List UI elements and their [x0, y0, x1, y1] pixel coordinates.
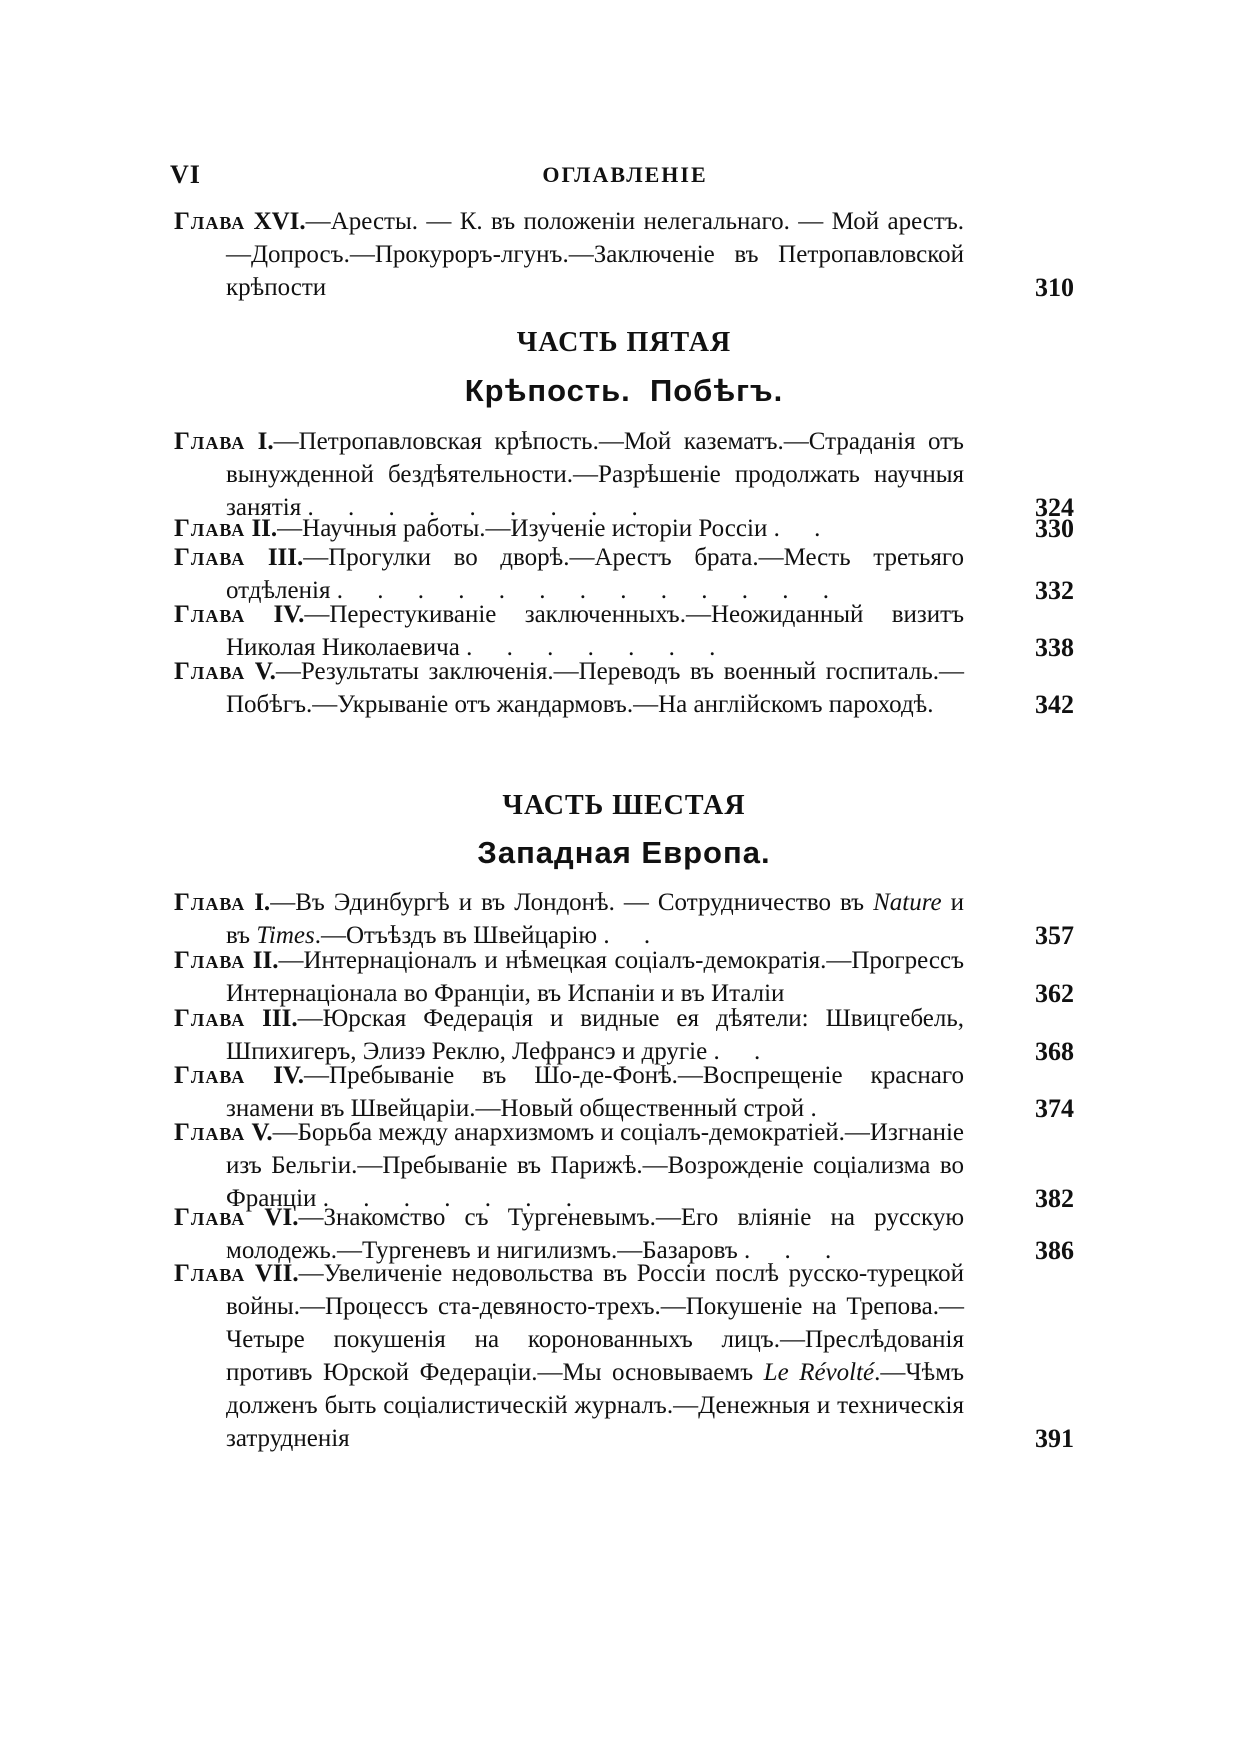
page-ref: 368 [1035, 1037, 1074, 1066]
chapter-text: —Перестукиваніе заключенныхъ.—Неожиданный визитъ Николая Николаевича [226, 601, 964, 661]
chapter-label: Глава [174, 658, 246, 685]
chapter-number: IV. [273, 601, 305, 628]
chapter-text: .—Отъѣздъ въ Швейцарію [314, 922, 598, 949]
chapter-text: —Знакомство съ Тургеневымъ.—Его вліяніе на русскую молодежь.—Тургеневъ и нигилизмъ.—Базаровъ [226, 1204, 964, 1264]
chapter-label: Глава [174, 428, 246, 455]
part-heading-six: ЧАСТЬ ШЕСТАЯ [502, 790, 746, 821]
chapter-number: V. [251, 1119, 273, 1146]
chapter-label: Глава [174, 947, 246, 974]
chapter-number: VII. [254, 1260, 299, 1287]
chapter-label: Глава [174, 1260, 246, 1287]
page-ref: 324 [1035, 493, 1074, 522]
page-ref: 362 [1035, 979, 1074, 1008]
chapter-text: —Юрская Федерація и видные ея дѣятели: Швицгебель, Шпихигеръ, Элизэ Реклю, Лефрансэ и другіе [226, 1005, 964, 1065]
page-ref: 342 [1035, 690, 1074, 719]
chapter-number: III. [267, 544, 304, 571]
chapter-text: —Интернаціоналъ и нѣмецкая соціалъ-демократія.—Прогрессъ Интернаціонала во Франціи, въ Испаніи и въ Италіи [226, 947, 965, 1007]
chapter-number: VI. [264, 1204, 299, 1231]
dot-leader: . . . . . . . . . [307, 494, 652, 521]
chapter-text: —Результаты заключенія.—Переводъ въ военный госпиталь.—Побѣгъ.—Укрываніе отъ жандармовъ.—На англійскомъ пароходѣ. [226, 658, 965, 718]
dot-leader: . . . . . . . . . . . . . [336, 577, 843, 604]
chapter-label: Глава [174, 601, 246, 628]
running-head [170, 160, 1080, 192]
toc-entry-6-i [174, 886, 1074, 952]
chapter-label: Глава [174, 208, 246, 235]
chapter-number: I. [257, 428, 274, 455]
chapter-label: Глава [174, 1204, 246, 1231]
chapter-number: V. [254, 658, 276, 685]
chapter-label: Глава [174, 889, 246, 916]
page-ref: 338 [1035, 633, 1074, 662]
page-ref: 391 [1035, 1424, 1074, 1453]
page-ref: 330 [1035, 514, 1074, 543]
chapter-label: Глава [174, 1062, 246, 1089]
journal-title: Nature [873, 889, 942, 916]
chapter-text: —Петропавловская крѣпость.—Мой казематъ.—Страданія отъ вынужденной бездѣятельности.—Разрѣшеніе продолжать научныя занятія [226, 428, 964, 521]
dot-leader: . . . [744, 1237, 846, 1264]
chapter-label: Глава [174, 1005, 246, 1032]
chapter-number: IV. [273, 1062, 305, 1089]
chapter-text: —Прогулки во дворѣ.—Арестъ брата.—Месть третьяго отдѣленія [226, 544, 964, 604]
chapter-text: —Увеличеніе недовольства въ Россіи послѣ русско-турецкой войны.—Процессъ ста-девяносто-трехъ.—Покушеніе на Трепова.—Четыре покушенія на коронованныхъ лицъ.—Преслѣдованія противъ Юрской Федераціи.—Мы основываемъ [226, 1260, 964, 1386]
toc-entry-6-vii [174, 1257, 1074, 1455]
page-ref: 382 [1035, 1184, 1074, 1213]
dot-leader: . . [603, 922, 665, 949]
section-title-six: Западная Европа. [477, 835, 771, 870]
page-ref: 332 [1035, 576, 1074, 605]
page-number: VI [170, 160, 201, 189]
chapter-label: Глава [174, 1119, 246, 1146]
chapter-number: II. [252, 947, 279, 974]
chapter-text: и въ [226, 889, 964, 949]
part-heading-five: ЧАСТЬ ПЯТАЯ [516, 327, 732, 358]
dot-leader: . . . . . . . [322, 1185, 586, 1212]
chapter-number: II. [251, 515, 278, 542]
toc-entry-xvi [174, 205, 1074, 304]
chapter-text: —Пребываніе въ Шо-де-Фонѣ.—Воспрещеніе краснаго знамени въ Швейцаріи.—Новый общественный строй [226, 1062, 964, 1122]
page-ref: 310 [1035, 273, 1074, 302]
chapter-text: .—Чѣмъ долженъ быть соціалистическій журналъ.—Денежныя и техническія затрудненія [226, 1359, 964, 1452]
journal-title: Le Révolté [763, 1359, 875, 1386]
toc-entry-5-i [174, 425, 1074, 524]
dot-leader: . . [773, 515, 835, 542]
page-ref: 374 [1035, 1094, 1074, 1123]
dot-leader: . [810, 1095, 831, 1122]
chapter-text: —Аресты. — К. въ положеніи нелегальнаго. — Мой арестъ.—Допросъ.—Прокуроръ-лгунъ.—Заключеніе въ Петропавловской крѣпости [226, 208, 964, 301]
toc-entry-5-v [174, 655, 1074, 721]
chapter-number: I. [254, 889, 271, 916]
page-ref: 357 [1035, 921, 1074, 950]
chapter-label: Глава [174, 515, 246, 542]
chapter-label: Глава [174, 544, 246, 571]
dot-leader: . . [713, 1038, 775, 1065]
running-title: ОГЛАВЛЕНІЕ [542, 162, 708, 187]
dot-leader: . . . . . . . [466, 634, 730, 661]
chapter-number: III. [262, 1005, 298, 1032]
chapter-text: —Въ Эдинбургѣ и въ Лондонѣ. — Сотрудничество въ [270, 889, 874, 916]
toc-entry-6-ii [174, 944, 1074, 1010]
chapter-number: XVI. [253, 208, 306, 235]
page-ref: 386 [1035, 1236, 1074, 1265]
chapter-text: —Научныя работы.—Изученіе исторіи Россіи [277, 515, 768, 542]
chapter-text: —Борьба между анархизмомъ и соціалъ-демократіей.—Изгнаніе изъ Бельгіи.—Пребываніе въ Парижѣ.—Возрожденіе соціализма во Франціи [226, 1119, 964, 1212]
journal-title: Times [256, 922, 315, 949]
section-title-five: Крѣпость. Побѣгъ. [464, 373, 784, 408]
